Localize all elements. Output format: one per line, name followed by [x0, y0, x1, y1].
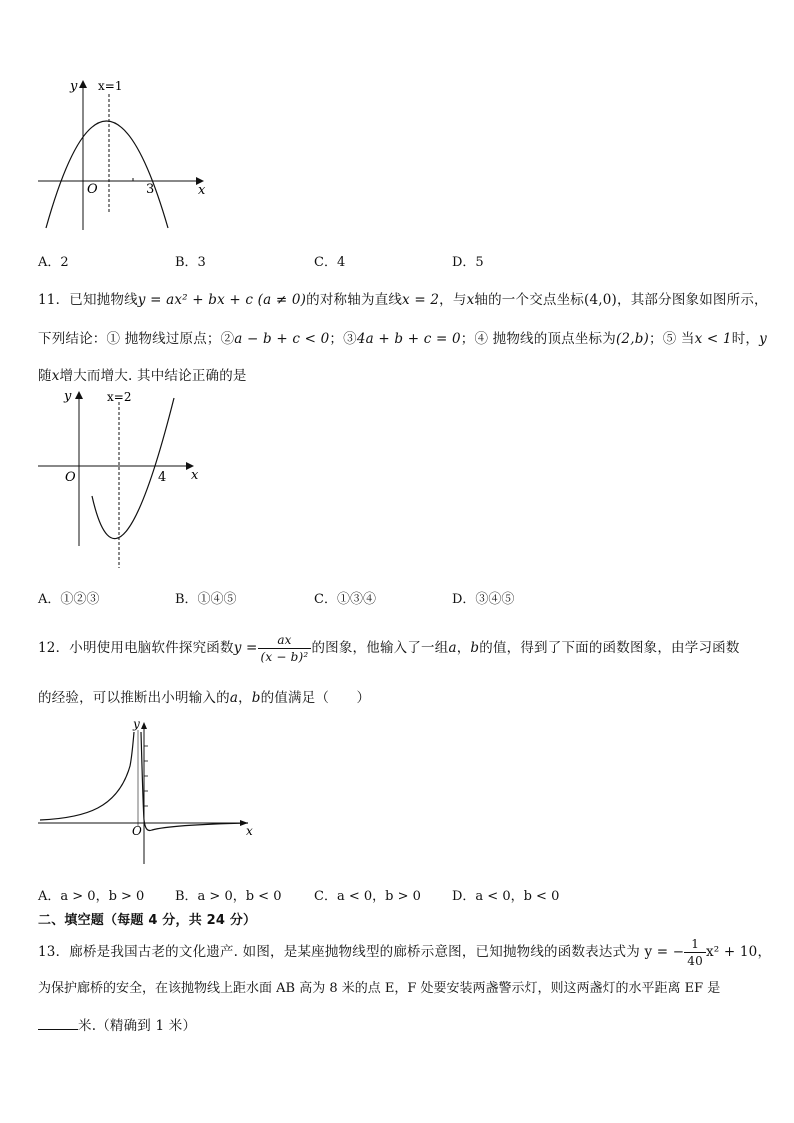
- q12-option-a[interactable]: A．a > 0，b > 0: [38, 889, 145, 904]
- curve-right-branch: [141, 732, 248, 831]
- graph-q12: [36, 716, 258, 868]
- q12-line-1: 12．小明使用电脑软件探究函数y = $\frac{ax}{\text{(x − b)²}}$ 的图象，他输入了一组a，b的值，得到了下面的函数图象，由学习函数: [38, 633, 740, 664]
- y-label: y: [64, 389, 72, 404]
- tick-label: 4: [158, 470, 167, 485]
- q11-line-3: 随x增大而增大. 其中结论正确的是: [38, 368, 247, 384]
- x-label: x: [198, 183, 206, 198]
- y-axis-arrow: [79, 80, 87, 88]
- y-label: y: [133, 717, 140, 731]
- axis-label: x=2: [107, 390, 132, 404]
- q13-line-3: 米.（精确到 1 米）: [38, 1014, 196, 1034]
- graph-q10: [34, 76, 214, 234]
- axis-label: x=1: [98, 79, 123, 93]
- graph-q11: [34, 386, 214, 574]
- q11-line-1: 11．已知抛物线y = ax² + bx + c (a ≠ 0)的对称轴为直线x = 2，与x轴的一个交点坐标(4,0)，其部分图象如图所示，: [38, 292, 768, 308]
- q11-option-c[interactable]: C．①③④: [314, 592, 376, 607]
- origin-label: O: [65, 470, 76, 485]
- q10-option-d[interactable]: D．5: [452, 255, 484, 270]
- parabola-curve: [46, 121, 168, 228]
- answer-blank[interactable]: [38, 1017, 78, 1030]
- q12-line-2: 的经验，可以推断出小明输入的a，b的值满足（ ）: [38, 690, 371, 706]
- q12-fraction: $\frac{ax}{\text{(x − b)²}}$: [258, 632, 312, 665]
- tick-label: 3: [146, 182, 155, 197]
- q12-option-b[interactable]: B．a > 0，b < 0: [175, 889, 282, 904]
- y-ticks: [144, 746, 148, 806]
- section-heading: 二、填空题（每题 4 分，共 24 分）: [38, 913, 257, 928]
- parabola-curve: [92, 398, 174, 539]
- y-axis-arrow: [141, 722, 147, 729]
- q11-options: [38, 588, 758, 606]
- y-axis-arrow: [75, 391, 83, 399]
- origin-label: O: [132, 824, 142, 838]
- q13-line-1: 13．廊桥是我国古老的文化遗产. 如图，是某座抛物线型的廊桥示意图，已知抛物线的函数表达式为 y = − $\frac{1}{40}$ x² + 10，: [38, 937, 772, 968]
- q10-option-b[interactable]: B．3: [175, 255, 206, 270]
- y-label: y: [70, 79, 78, 94]
- q10-options: [38, 251, 758, 269]
- x-label: x: [191, 468, 199, 483]
- curve-left-branch: [40, 732, 134, 820]
- q11-option-d[interactable]: D．③④⑤: [452, 592, 515, 607]
- q12-options: [38, 885, 758, 903]
- q13-fraction: $\frac{1}{40}$: [684, 936, 706, 969]
- q13-line-2: 为保护廊桥的安全，在该抛物线上距水面 AB 高为 8 米的点 E，F 处要安装两盏警示灯，则这两盏灯的水平距离 EF 是: [38, 981, 721, 996]
- q10-option-a[interactable]: A．2: [38, 255, 69, 270]
- x-label: x: [246, 824, 253, 838]
- q12-option-d[interactable]: D．a < 0，b < 0: [452, 889, 560, 904]
- q12-option-c[interactable]: C．a < 0，b > 0: [314, 889, 421, 904]
- q11-option-a[interactable]: A．①②③: [38, 592, 100, 607]
- q10-option-c[interactable]: C．4: [314, 255, 346, 270]
- q11-option-b[interactable]: B．①④⑤: [175, 592, 237, 607]
- origin-label: O: [87, 182, 98, 197]
- q11-line-2: 下列结论：① 抛物线过原点；②a − b + c < 0；③4a + b + c = 0；④ 抛物线的顶点坐标为(2,b)；⑤ 当x < 1时，y: [38, 331, 767, 347]
